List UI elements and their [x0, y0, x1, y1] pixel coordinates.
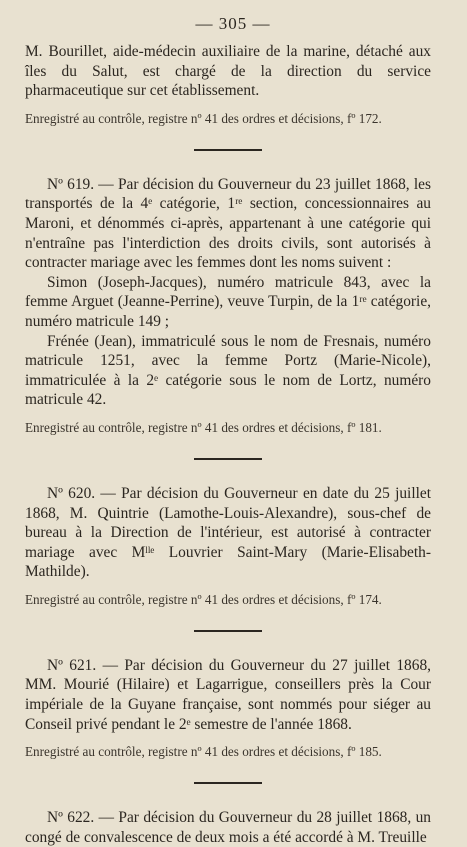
decision-block: [25, 42, 431, 127]
decision-block-621: [25, 656, 431, 760]
decision-block-620: [25, 484, 431, 608]
registration-note: Enregistré au contrôle, registre nº 41 des ordres et décisions, fº 174.: [25, 591, 382, 607]
decision-block-622: [25, 808, 431, 847]
registration-note: Enregistré au contrôle, registre nº 41 des ordres et décisions, fº 185.: [25, 744, 382, 760]
separator-rule: [194, 149, 262, 151]
separator-rule: [194, 782, 262, 784]
paragraph: Frénée (Jean), immatriculé sous le nom de Fresnais, numéro matricule 1251, avec la femme Portz (Marie-Nicole), immatriculée à la 2ᵉ catégorie sous le nom de Lortz, numéro matricule 42.: [25, 332, 431, 409]
paragraph: Nº 619. — Par décision du Gouverneur du 23 juillet 1868, les transportés de la 4ᵉ catégorie, 1ʳᵉ section, concessionnaires au Maroni, et dénommés ci-après, appartenant à une catégorie qui n'entraîne pas l'interdiction des droits civils, sont autorisés à contracter mariage avec les femmes dont les noms suivent :: [25, 175, 431, 272]
paragraph: Nº 621. — Par décision du Gouverneur du 27 juillet 1868, MM. Mourié (Hilaire) et Lagarrigue, conseillers près la Cour impériale de la Guyane française, sont nommés pour siéger au Conseil privé pendant le 2ᵉ semestre de l'année 1868.: [25, 656, 431, 733]
separator-rule: [194, 630, 262, 632]
registration-note: Enregistré au contrôle, registre nº 41 des ordres et décisions, fº 181.: [25, 419, 382, 435]
paragraph: Simon (Joseph-Jacques), numéro matricule 843, avec la femme Arguet (Jeanne-Perrine), veuve Turpin, de la 1ʳᵉ catégorie, numéro matricule 149 ;: [25, 273, 431, 330]
separator-rule: [194, 458, 262, 460]
page-number: — 305 —: [195, 14, 271, 33]
paragraph: Nº 622. — Par décision du Gouverneur du 28 juillet 1868, un congé de convalescence de deux mois a été accordé à M. Treuille: [25, 809, 431, 846]
decision-block-619: [25, 175, 431, 436]
paragraph: Nº 620. — Par décision du Gouverneur en date du 25 juillet 1868, M. Quintrie (Lamothe-Louis-Alexandre), sous-chef de bureau à la Direction de l'intérieur, est autorisé à contracter mariage avec Mˡˡᵉ Louvrier Saint-Mary (Marie-Elisabeth-Mathilde).: [25, 484, 431, 581]
paragraph: M. Bourillet, aide-médecin auxiliaire de la marine, détaché aux îles du Salut, est chargé de la direction du service pharmaceutique sur cet établissement.: [25, 43, 431, 100]
registration-note: Enregistré au contrôle, registre nº 41 des ordres et décisions, fº 172.: [25, 110, 382, 126]
